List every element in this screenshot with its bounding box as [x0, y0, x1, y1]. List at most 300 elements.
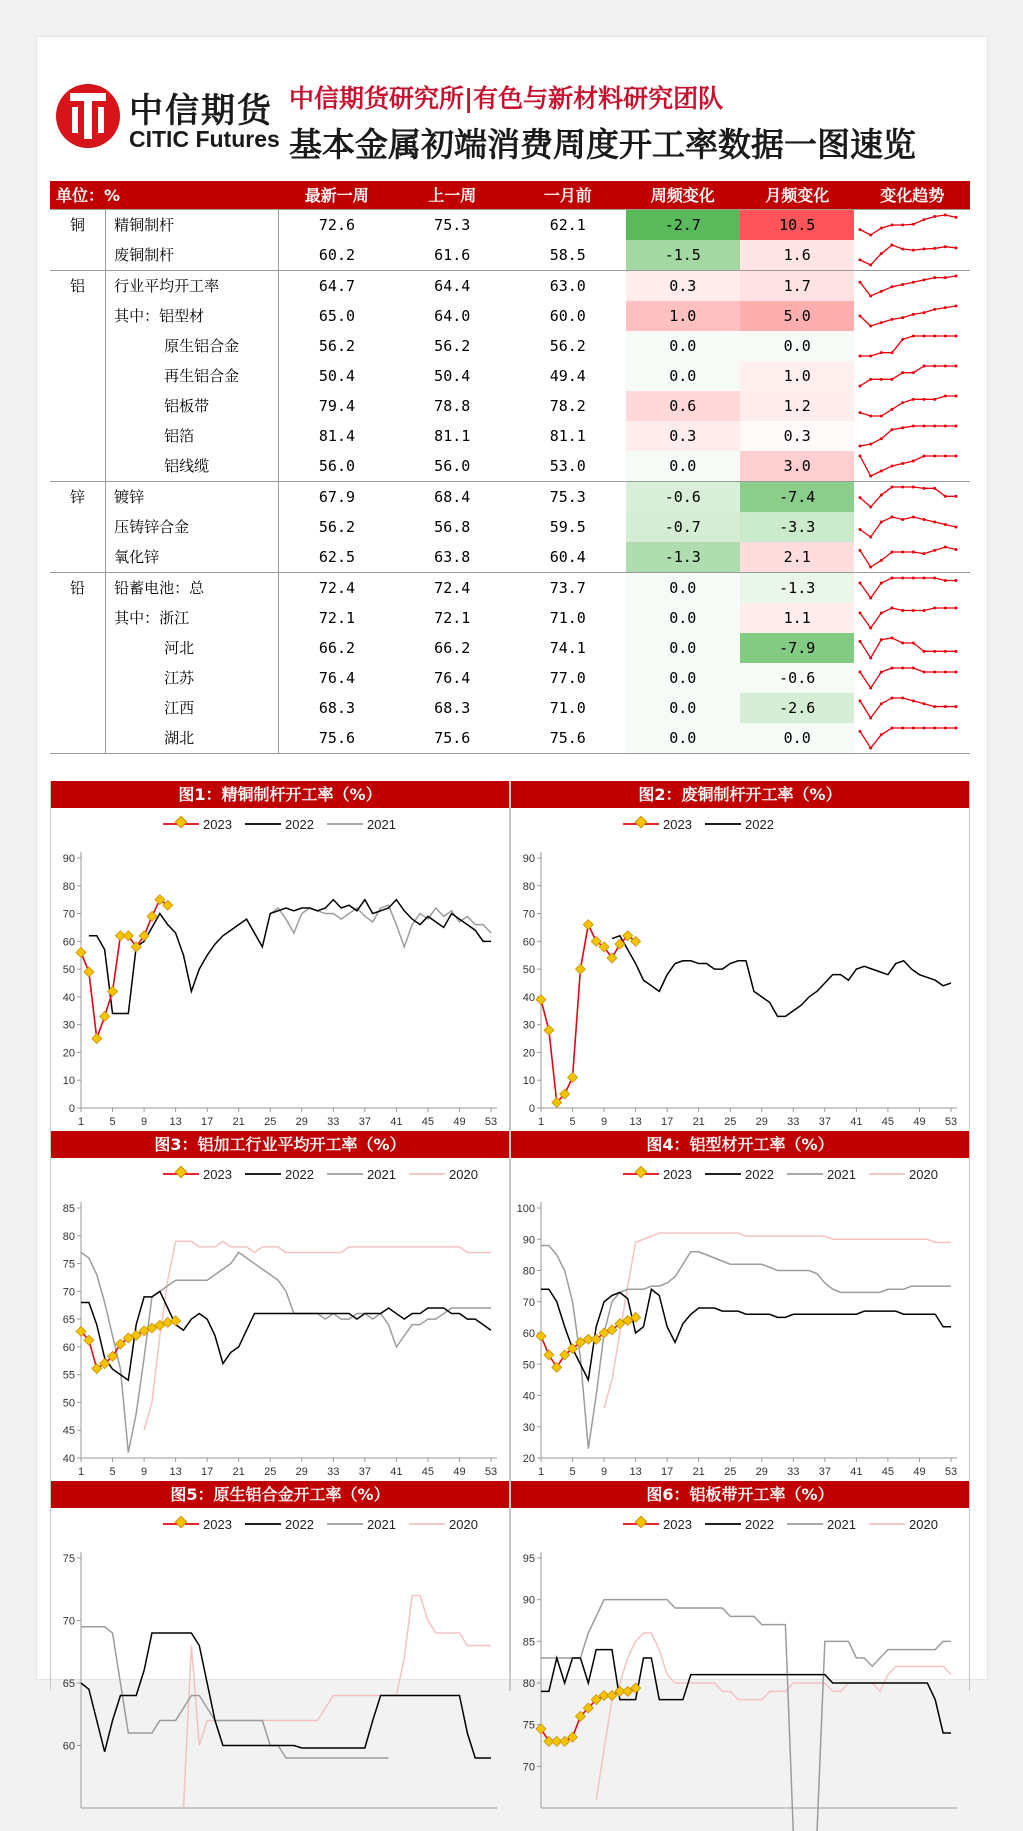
metal-cell: 铜 — [50, 209, 106, 240]
latest-value: 72.1 — [318, 608, 356, 627]
x-tick-label: 53 — [944, 1116, 958, 1128]
row-label: 铅蓄电池：总 — [106, 572, 279, 603]
prev-value: 75.6 — [394, 723, 510, 754]
x-tick-label: 33 — [327, 1116, 340, 1128]
month-ago-value: 75.6 — [510, 723, 626, 754]
legend-label: 2022 — [285, 817, 314, 832]
sparkline-point — [923, 670, 926, 673]
sparkline-point — [923, 247, 926, 250]
sparkline-line — [860, 336, 956, 356]
sparkline-point — [891, 428, 894, 431]
row-label: 铝箔 — [106, 421, 279, 451]
x-tick-label: 21 — [692, 1466, 705, 1478]
legend-label: 2023 — [203, 1517, 232, 1532]
y-tick-label: 90 — [522, 1234, 535, 1247]
x-tick-label: 29 — [755, 1466, 768, 1478]
sparkline-point — [891, 636, 894, 639]
legend-label: 2021 — [367, 1517, 396, 1532]
header-latest: 最新一周 — [279, 181, 395, 209]
sparkline-point — [891, 606, 894, 609]
legend-marker — [635, 1166, 646, 1177]
legend-item — [163, 816, 232, 832]
metal-cell — [50, 421, 106, 451]
trend-sparkline — [854, 481, 970, 512]
sparkline-point — [912, 726, 915, 729]
sparkline-point — [923, 424, 926, 427]
chart-panel-5 — [50, 1481, 510, 1753]
sparkline-point — [912, 280, 915, 283]
sparkline-point — [923, 576, 926, 579]
trend-sparkline — [854, 391, 970, 421]
sparkline-point — [912, 397, 915, 400]
sparkline-point — [902, 426, 905, 429]
sparkline-point — [880, 252, 883, 255]
metal-cell — [50, 663, 106, 693]
trend-sparkline — [854, 663, 970, 693]
month-ago-value: 59.5 — [549, 517, 586, 536]
x-tick-label: 33 — [787, 1466, 800, 1478]
latest-value: 64.7 — [279, 270, 395, 301]
sparkline-point — [912, 312, 915, 315]
sparkline-point — [912, 699, 915, 702]
x-tick-label: 45 — [881, 1466, 895, 1478]
chart-panel-4 — [510, 1131, 970, 1481]
x-tick-label: 33 — [787, 1116, 800, 1128]
sparkline-point — [880, 377, 883, 380]
sparkline-point — [902, 337, 905, 340]
sparkline-point — [859, 314, 862, 317]
latest-value: 66.2 — [318, 638, 356, 657]
y-tick-label: 75 — [62, 1553, 75, 1565]
x-tick-label: 29 — [755, 1116, 768, 1128]
sparkline-point — [923, 218, 926, 221]
table-row — [50, 603, 970, 633]
series-line-2021 — [541, 1600, 951, 1831]
x-tick-label: 49 — [453, 1466, 466, 1478]
month-ago-value: 73.7 — [510, 572, 626, 603]
trend-sparkline — [854, 331, 970, 361]
month-ago-value: 60.4 — [549, 547, 586, 566]
legend-item — [327, 1517, 396, 1532]
series-line-2020 — [604, 1233, 951, 1408]
y-tick-label: 85 — [522, 1636, 535, 1649]
sparkline-point — [870, 324, 873, 327]
legend-label: 2021 — [367, 1167, 396, 1182]
latest-value: 56.2 — [318, 336, 356, 355]
legend-label: 2023 — [663, 1517, 692, 1532]
legend-label: 2023 — [663, 1167, 692, 1182]
x-tick-label: 9 — [141, 1116, 148, 1128]
y-tick-label: 75 — [522, 1719, 535, 1732]
sparkline-point — [870, 505, 873, 508]
sparkline-point — [870, 596, 873, 599]
trend-sparkline — [854, 270, 970, 301]
sparkline-point — [934, 548, 937, 551]
trend-sparkline — [854, 603, 970, 633]
weekly-change: -1.3 — [626, 542, 740, 573]
y-tick-label: 60 — [62, 1341, 75, 1354]
sparkline-line — [860, 215, 956, 235]
y-tick-label: 70 — [522, 908, 535, 921]
trend-sparkline — [854, 633, 970, 663]
y-tick-label: 50 — [62, 964, 75, 977]
sparkline-point — [870, 233, 873, 236]
legend-label: 2023 — [203, 817, 232, 832]
legend-item — [705, 817, 774, 832]
y-tick-label: 80 — [522, 1678, 535, 1690]
metal-cell: 铅 — [50, 572, 106, 603]
legend-item — [327, 817, 396, 832]
table-header-row — [50, 181, 970, 209]
sparkline-point — [923, 454, 926, 457]
sparkline-point — [891, 726, 894, 729]
sparkline-point — [870, 565, 873, 568]
series-line-2022 — [81, 1633, 491, 1758]
sparkline-point — [891, 285, 894, 288]
sparkline-point — [859, 444, 862, 447]
prev-value: 76.4 — [434, 668, 471, 687]
sparkline-line — [860, 517, 956, 537]
y-tick-label: 20 — [522, 1047, 535, 1060]
x-tick-label: 25 — [264, 1116, 277, 1128]
trend-sparkline — [854, 361, 970, 391]
sparkline-point — [955, 304, 958, 307]
legend-label: 2023 — [663, 817, 692, 832]
sparkline-point — [955, 705, 958, 708]
trend-sparkline — [854, 421, 970, 451]
sparkline-point — [923, 518, 926, 521]
chart-1 — [51, 808, 509, 1131]
month-ago-value: 63.0 — [510, 270, 626, 301]
table-row — [50, 270, 970, 301]
sparkline-point — [902, 316, 905, 319]
sparkline-point — [923, 486, 926, 489]
sparkline-point — [934, 705, 937, 708]
sparkline-point — [902, 401, 905, 404]
sparkline-point — [902, 518, 905, 521]
monthly-change: 1.7 — [740, 270, 854, 301]
sparkline-point — [880, 670, 883, 673]
y-tick-label: 70 — [62, 908, 75, 921]
sparkline-point — [923, 397, 926, 400]
month-ago-value: 81.1 — [549, 426, 586, 445]
prev-value: 63.8 — [434, 547, 471, 566]
summary-table — [50, 181, 970, 754]
sparkline-point — [934, 670, 937, 673]
data-point — [568, 1072, 578, 1082]
y-tick-label: 85 — [62, 1203, 75, 1215]
row-label: 铝线缆 — [106, 451, 279, 482]
sparkline-point — [944, 523, 947, 526]
sparkline-point — [944, 424, 947, 427]
legend-label: 2020 — [449, 1167, 478, 1182]
row-label: 其中：浙江 — [106, 603, 279, 633]
prev-value: 56.8 — [434, 517, 471, 536]
metal-cell — [50, 723, 106, 754]
sparkline-point — [934, 454, 937, 457]
x-tick-label: 25 — [264, 1466, 277, 1478]
x-tick-label: 29 — [295, 1466, 308, 1478]
sparkline-point — [912, 485, 915, 488]
sparkline-point — [955, 454, 958, 457]
x-tick-label: 49 — [913, 1466, 926, 1478]
data-point — [607, 953, 617, 963]
sparkline-point — [859, 384, 862, 387]
latest-value: 60.2 — [318, 245, 356, 264]
y-tick-label: 20 — [62, 1047, 75, 1060]
sparkline-point — [891, 223, 894, 226]
sparkline-line — [860, 396, 956, 416]
sparkline-point — [859, 280, 862, 283]
sparkline-point — [859, 258, 862, 261]
data-point — [631, 936, 641, 946]
sparkline-point — [934, 215, 937, 218]
sparkline-point — [859, 454, 862, 457]
y-tick-label: 80 — [522, 1265, 535, 1278]
sparkline-point — [859, 639, 862, 642]
y-tick-label: 90 — [522, 1594, 535, 1607]
sparkline-point — [955, 215, 958, 218]
x-tick-label: 45 — [881, 1116, 895, 1128]
row-label: 废铜制杆 — [106, 240, 279, 271]
weekly-change: 0.0 — [626, 663, 740, 693]
prev-value: 72.4 — [394, 572, 510, 603]
sparkline-point — [891, 317, 894, 320]
y-tick-label: 0 — [68, 1103, 75, 1115]
x-tick-label: 25 — [724, 1466, 737, 1478]
sparkline-line — [860, 245, 956, 265]
month-ago-value: 53.0 — [549, 456, 586, 475]
data-point — [536, 1724, 546, 1734]
sparkline-point — [880, 733, 883, 736]
monthly-change: 5.0 — [740, 301, 854, 331]
sparkline-point — [859, 729, 862, 732]
sparkline-point — [934, 276, 937, 279]
latest-value: 65.0 — [318, 306, 356, 325]
sparkline-point — [944, 334, 947, 337]
sparkline-point — [880, 226, 883, 229]
data-point — [92, 1364, 102, 1374]
sparkline-point — [870, 746, 873, 749]
sparkline-point — [891, 485, 894, 488]
sparkline-line — [860, 276, 956, 296]
sparkline-point — [859, 228, 862, 231]
legend-label: 2022 — [285, 1517, 314, 1532]
prev-value: 81.1 — [434, 426, 471, 445]
sparkline-point — [880, 611, 883, 614]
chart-title: 图4：铝型材开工率（%） — [511, 1131, 969, 1158]
sparkline-point — [934, 246, 937, 249]
weekly-change: 0.6 — [626, 391, 740, 421]
x-tick-label: 33 — [327, 1466, 340, 1478]
month-ago-value: 49.4 — [549, 366, 586, 385]
weekly-change: -1.5 — [626, 240, 740, 271]
sparkline-point — [880, 493, 883, 496]
sparkline-point — [923, 278, 926, 281]
sparkline-point — [891, 550, 894, 553]
legend-item — [705, 1167, 774, 1182]
y-tick-label: 95 — [522, 1553, 535, 1565]
sparkline-point — [955, 494, 958, 497]
table-row — [50, 663, 970, 693]
sparkline-line — [860, 728, 956, 748]
trend-sparkline — [854, 542, 970, 573]
data-point — [536, 995, 546, 1005]
table-row — [50, 723, 970, 754]
row-label: 镀锌 — [106, 481, 279, 512]
month-ago-value: 78.2 — [549, 396, 586, 415]
sparkline-point — [934, 334, 937, 337]
page-title: 基本金属初端消费周度开工率数据一图速览 — [289, 125, 916, 164]
y-tick-label: 55 — [62, 1369, 75, 1382]
sparkline-point — [934, 726, 937, 729]
row-label: 铝板带 — [106, 391, 279, 421]
data-point — [544, 1350, 554, 1360]
row-label: 压铸锌合金 — [106, 512, 279, 542]
data-point — [92, 1034, 102, 1044]
sparkline-point — [859, 528, 862, 531]
row-label: 精铜制杆 — [106, 209, 279, 240]
y-tick-label: 65 — [62, 1314, 75, 1327]
metal-cell — [50, 331, 106, 361]
sparkline-point — [955, 670, 958, 673]
legend-item — [163, 1516, 232, 1532]
chart-3 — [51, 1158, 509, 1481]
y-tick-label: 75 — [62, 1258, 75, 1271]
metal-cell — [50, 633, 106, 663]
x-tick-label: 49 — [913, 1116, 926, 1128]
sparkline-point — [891, 515, 894, 518]
sparkline-point — [934, 307, 937, 310]
x-tick-label: 37 — [818, 1116, 831, 1128]
legend-item — [869, 1517, 938, 1532]
header-unit: 单位：% — [50, 181, 279, 209]
x-tick-label: 21 — [232, 1466, 245, 1478]
sparkline-point — [912, 550, 915, 553]
chart-title: 图2：废铜制杆开工率（%） — [511, 781, 969, 808]
sparkline-point — [870, 474, 873, 477]
brand-name-cn: 中信期货 — [129, 91, 273, 131]
x-tick-label: 9 — [601, 1466, 608, 1478]
x-tick-label: 25 — [724, 1116, 737, 1128]
x-tick-label: 1 — [77, 1116, 85, 1128]
sparkline-point — [902, 283, 905, 286]
table-row — [50, 361, 970, 391]
latest-value: 56.0 — [318, 456, 356, 475]
sparkline-point — [944, 649, 947, 652]
legend-label: 2021 — [827, 1517, 856, 1532]
sparkline-point — [880, 581, 883, 584]
sparkline-point — [923, 334, 926, 337]
x-tick-label: 5 — [109, 1116, 116, 1128]
x-tick-label: 41 — [850, 1116, 863, 1128]
data-point — [139, 931, 149, 941]
citic-logo-icon — [53, 81, 123, 151]
row-label: 其中：铝型材 — [106, 301, 279, 331]
sparkline-point — [944, 606, 947, 609]
sparkline-point — [934, 424, 937, 427]
sparkline-point — [944, 394, 947, 397]
x-tick-label: 5 — [109, 1466, 116, 1478]
sparkline-point — [912, 666, 915, 669]
sparkline-point — [912, 459, 915, 462]
sparkline-point — [934, 606, 937, 609]
y-tick-label: 40 — [522, 991, 535, 1004]
x-tick-label: 17 — [201, 1116, 214, 1128]
sparkline-point — [923, 552, 926, 555]
legend-item — [787, 1517, 856, 1532]
sparkline-point — [859, 548, 862, 551]
sparkline-line — [860, 608, 956, 628]
prev-value: 64.0 — [434, 306, 471, 325]
x-tick-label: 41 — [390, 1466, 403, 1478]
sparkline-point — [870, 686, 873, 689]
table-row — [50, 391, 970, 421]
metal-cell: 锌 — [50, 481, 106, 512]
sparkline-point — [870, 656, 873, 659]
metal-cell — [50, 391, 106, 421]
sparkline-point — [880, 351, 883, 354]
header-trend: 变化趋势 — [854, 181, 970, 209]
metal-cell: 铝 — [50, 270, 106, 301]
table-row — [50, 481, 970, 512]
sparkline-point — [955, 424, 958, 427]
sparkline-point — [880, 558, 883, 561]
weekly-change: 0.3 — [626, 421, 740, 451]
sparkline-point — [955, 606, 958, 609]
data-point — [84, 967, 94, 977]
series-line-2022 — [541, 1650, 951, 1733]
trend-sparkline — [854, 693, 970, 723]
legend-item — [623, 1166, 692, 1182]
sparkline-point — [944, 306, 947, 309]
weekly-change: 0.0 — [626, 723, 740, 754]
legend-label: 2023 — [203, 1167, 232, 1182]
sparkline-point — [944, 726, 947, 729]
chart-title: 图6：铝板带开工率（%） — [511, 1481, 969, 1508]
sparkline-point — [902, 485, 905, 488]
data-point — [147, 911, 157, 921]
prev-value: 68.3 — [434, 698, 471, 717]
sparkline-point — [870, 716, 873, 719]
sparkline-line — [860, 698, 956, 718]
sparkline-point — [859, 670, 862, 673]
series-line-2021 — [81, 1627, 389, 1758]
legend-item — [787, 1167, 856, 1182]
sparkline-point — [955, 525, 958, 528]
latest-value: 72.6 — [279, 209, 395, 240]
sparkline-point — [880, 289, 883, 292]
y-tick-label: 50 — [522, 1359, 535, 1372]
sparkline-point — [955, 334, 958, 337]
trend-sparkline — [854, 301, 970, 331]
series-line-2023 — [541, 1688, 636, 1741]
table-row — [50, 240, 970, 271]
weekly-change: 0.0 — [626, 361, 740, 391]
sparkline-point — [859, 699, 862, 702]
monthly-change: 3.0 — [740, 451, 854, 482]
sparkline-point — [912, 371, 915, 374]
sparkline-line — [860, 578, 956, 598]
weekly-change: 0.0 — [626, 572, 740, 603]
weekly-change: 0.3 — [626, 270, 740, 301]
weekly-change: -2.7 — [626, 209, 740, 240]
chart-panel-1 — [50, 781, 510, 1131]
trend-sparkline — [854, 723, 970, 754]
sparkline-point — [923, 364, 926, 367]
y-tick-label: 40 — [62, 991, 75, 1004]
sparkline-line — [860, 547, 956, 567]
